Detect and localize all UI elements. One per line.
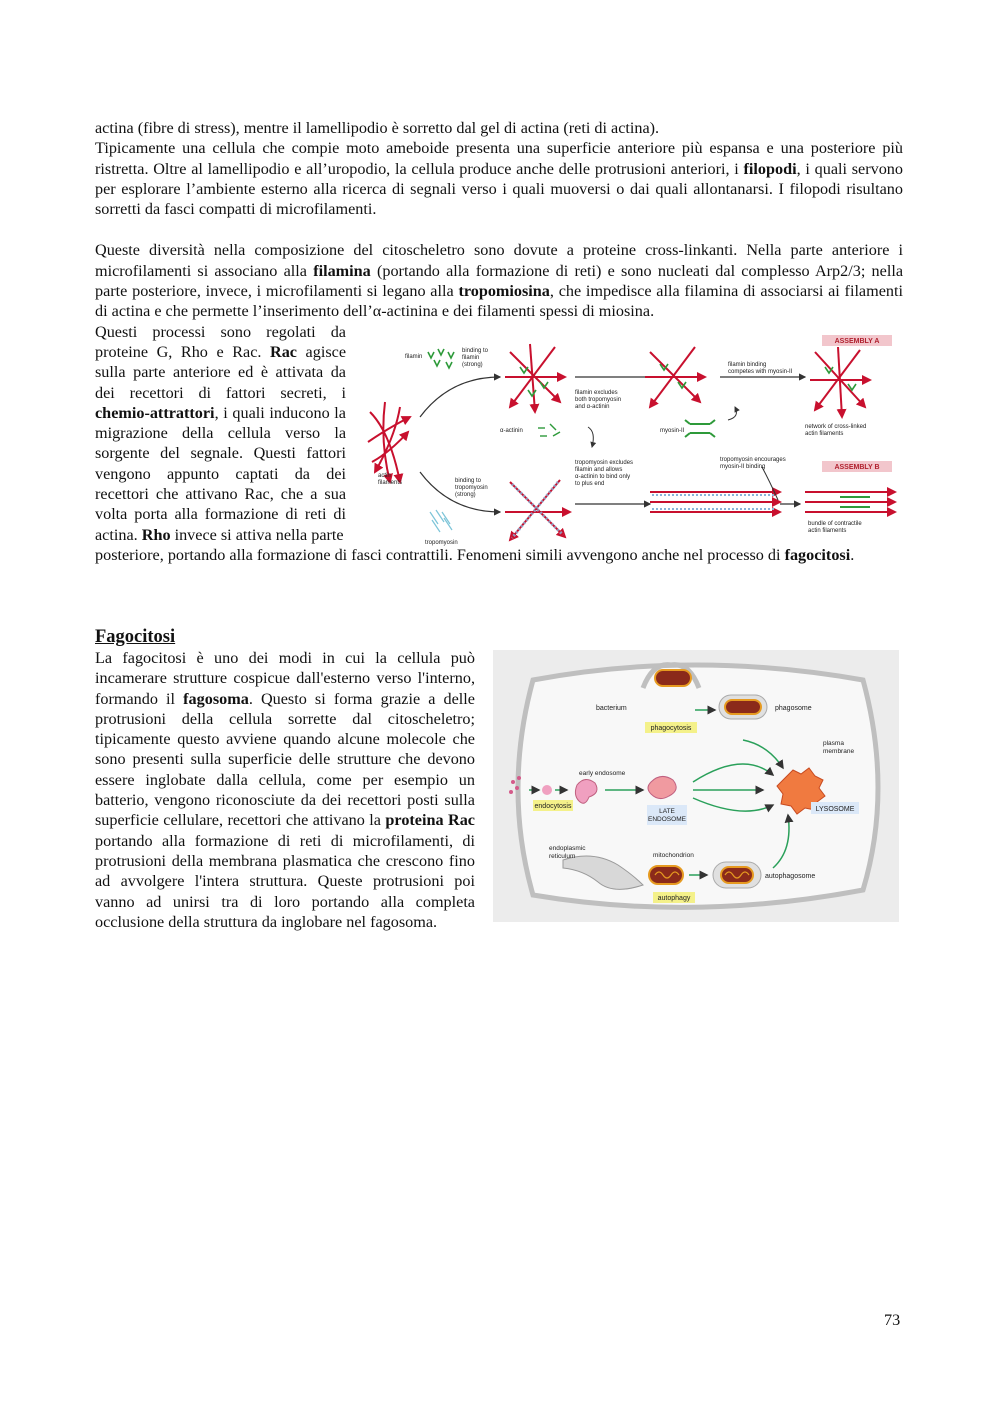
actin-filaments-label: actin — [378, 473, 391, 479]
page-content — [95, 118, 903, 931]
paragraph: posteriore, portando alla formazione di fasci contrattili. Fenomeni simili avvengono anche nel processo di fagocitosi. — [95, 545, 855, 564]
early-endosome-label: early endosome — [579, 770, 626, 777]
paragraph: La fagocitosi è uno dei modi in cui la cellula può incamerare strutture cospicue dall'esterno verso l'interno, formando il fagosoma. Questo si forma grazie a delle protrusioni della cellula sorrette dal citoscheletro; tipicamente questo avviene quando alcune molecole che sono presenti sulla superficie delle strutture che devono essere inglobate dalla cellula, come per esempio un batterio, vengono riconosciute da dei recettori posti sulla superficie cellulare, recettori che attivano la proteina Rac portando alla formazione di reti di microfilamenti, di protrusioni della membrana plasmatica che crescono fino ad avvolgere l'intera struttura. Queste protrusioni poi vanno ad unirsi tra di loro portando alla completa occlusione della struttura da inglobare nel fagosoma. — [95, 649, 475, 931]
phagocytosis-label: phagocytosis — [650, 725, 692, 732]
svg-text:filaments: filaments — [378, 480, 403, 486]
assembly-b-label: ASSEMBLY B — [834, 464, 880, 471]
svg-text:bundle of contractile: bundle of contractile — [808, 521, 862, 527]
svg-text:myosin-II binding: myosin-II binding — [720, 464, 766, 470]
svg-text:filamin binding: filamin binding — [728, 362, 767, 368]
tropomyosin-label: tropomyosin — [425, 540, 458, 546]
svg-text:to plus end: to plus end — [575, 481, 605, 487]
paragraph: Queste diversità nella composizione del citoscheletro sono dovute a proteine cross-linkanti. Nella parte anteriore i microfilamenti si associano alla filamina (portando alla formazione di reti) e sono nucleati dal complesso Arp2/3; nella parte posteriore, invece, i microfilamenti si legano alla tropomiosina, che impedisce alla filamina di associarsi ai filamenti di actina e che permette l’inserimento dell’α-actinina e dei filamenti spessi di miosina. — [95, 241, 903, 321]
svg-text:filamin: filamin — [462, 355, 480, 361]
svg-text:reticulum: reticulum — [549, 853, 576, 860]
alpha-actinin-label: α-actinin — [500, 428, 523, 434]
fagocitosi-section — [95, 626, 903, 932]
svg-text:actin filaments: actin filaments — [805, 431, 844, 437]
svg-text:filamin excludes: filamin excludes — [575, 390, 618, 396]
svg-text:α-actinin to bind only: α-actinin to bind only — [575, 474, 631, 480]
svg-text:tropomyosin encourages: tropomyosin encourages — [720, 457, 786, 463]
svg-text:actin filaments: actin filaments — [808, 528, 847, 534]
page-number: 73 — [884, 1311, 901, 1329]
myosin-ii-label: myosin-II — [660, 428, 685, 434]
paragraph: actina (fibre di stress), mentre il lamellipodio è sorretto dal gel di actina (reti di actina). — [95, 119, 660, 137]
svg-text:(strong): (strong) — [455, 492, 476, 498]
svg-text:phagosome: phagosome — [775, 705, 812, 712]
svg-text:tropomyosin: tropomyosin — [455, 485, 488, 491]
svg-text:membrane: membrane — [823, 748, 855, 755]
svg-text:both tropomyosin: both tropomyosin — [575, 397, 622, 403]
autophagy-label: autophagy — [657, 895, 691, 902]
paragraph: Tipicamente una cellula che compie moto ameboide presenta una superficie anteriore più espansa e una posteriore più ristretta. Oltre al lamellipodio e all’uropodio, la cellula produce anche delle protrusioni anteriori, i filopodi, i quali servono per esplorare l’ambiente esterno alla ricerca di segnali verso i quali muoversi o dai quali allontanarsi. I filopodi risultano sorretti da fasci compatti di microfilamenti. — [95, 139, 903, 219]
er-label: endoplasmic — [549, 845, 586, 852]
phagocytosis-figure — [493, 650, 899, 922]
actin-crosslinking-figure — [360, 332, 905, 552]
assembly-a-label: ASSEMBLY A — [834, 338, 880, 345]
filamin-label: filamin — [405, 354, 423, 360]
lysosome-label: LYSOSOME — [815, 806, 855, 813]
svg-text:filamin and allows: filamin and allows — [575, 467, 623, 473]
svg-text:binding to: binding to — [462, 348, 489, 354]
late-endosome-label: LATE — [659, 808, 675, 815]
mitochondrion-label: mitochondrion — [653, 852, 694, 859]
section-title: Fagocitosi — [95, 627, 176, 647]
svg-text:(strong): (strong) — [462, 362, 483, 368]
svg-text:tropomyosin excludes: tropomyosin excludes — [575, 460, 634, 466]
svg-text:plasma: plasma — [823, 740, 844, 747]
svg-text:autophagosome: autophagosome — [765, 873, 816, 880]
bacterium-label: bacterium — [596, 705, 627, 712]
paragraph: Questi processi sono regolati da proteine G, Rho e Rac. Rac agisce sulla parte anteriore ed è attivata da dei recettori di fattori secreti, i chemio-attrattori, i quali inducono la migrazione della cellula verso la sorgente del segnale. Questi fattori vengono appunto captati da dei recettori che attivano Rac, che a sua volta porta alla formazione di reti di actina. Rho invece si attiva nella parte — [95, 322, 346, 544]
svg-text:competes with myosin-II: competes with myosin-II — [728, 369, 793, 375]
svg-text:network of cross-linked: network of cross-linked — [805, 424, 867, 430]
svg-text:binding to: binding to — [455, 478, 482, 484]
svg-text:and α-actinin: and α-actinin — [575, 404, 610, 410]
endocytosis-label: endocytosis — [534, 803, 572, 810]
svg-text:ENDOSOME: ENDOSOME — [648, 816, 686, 823]
